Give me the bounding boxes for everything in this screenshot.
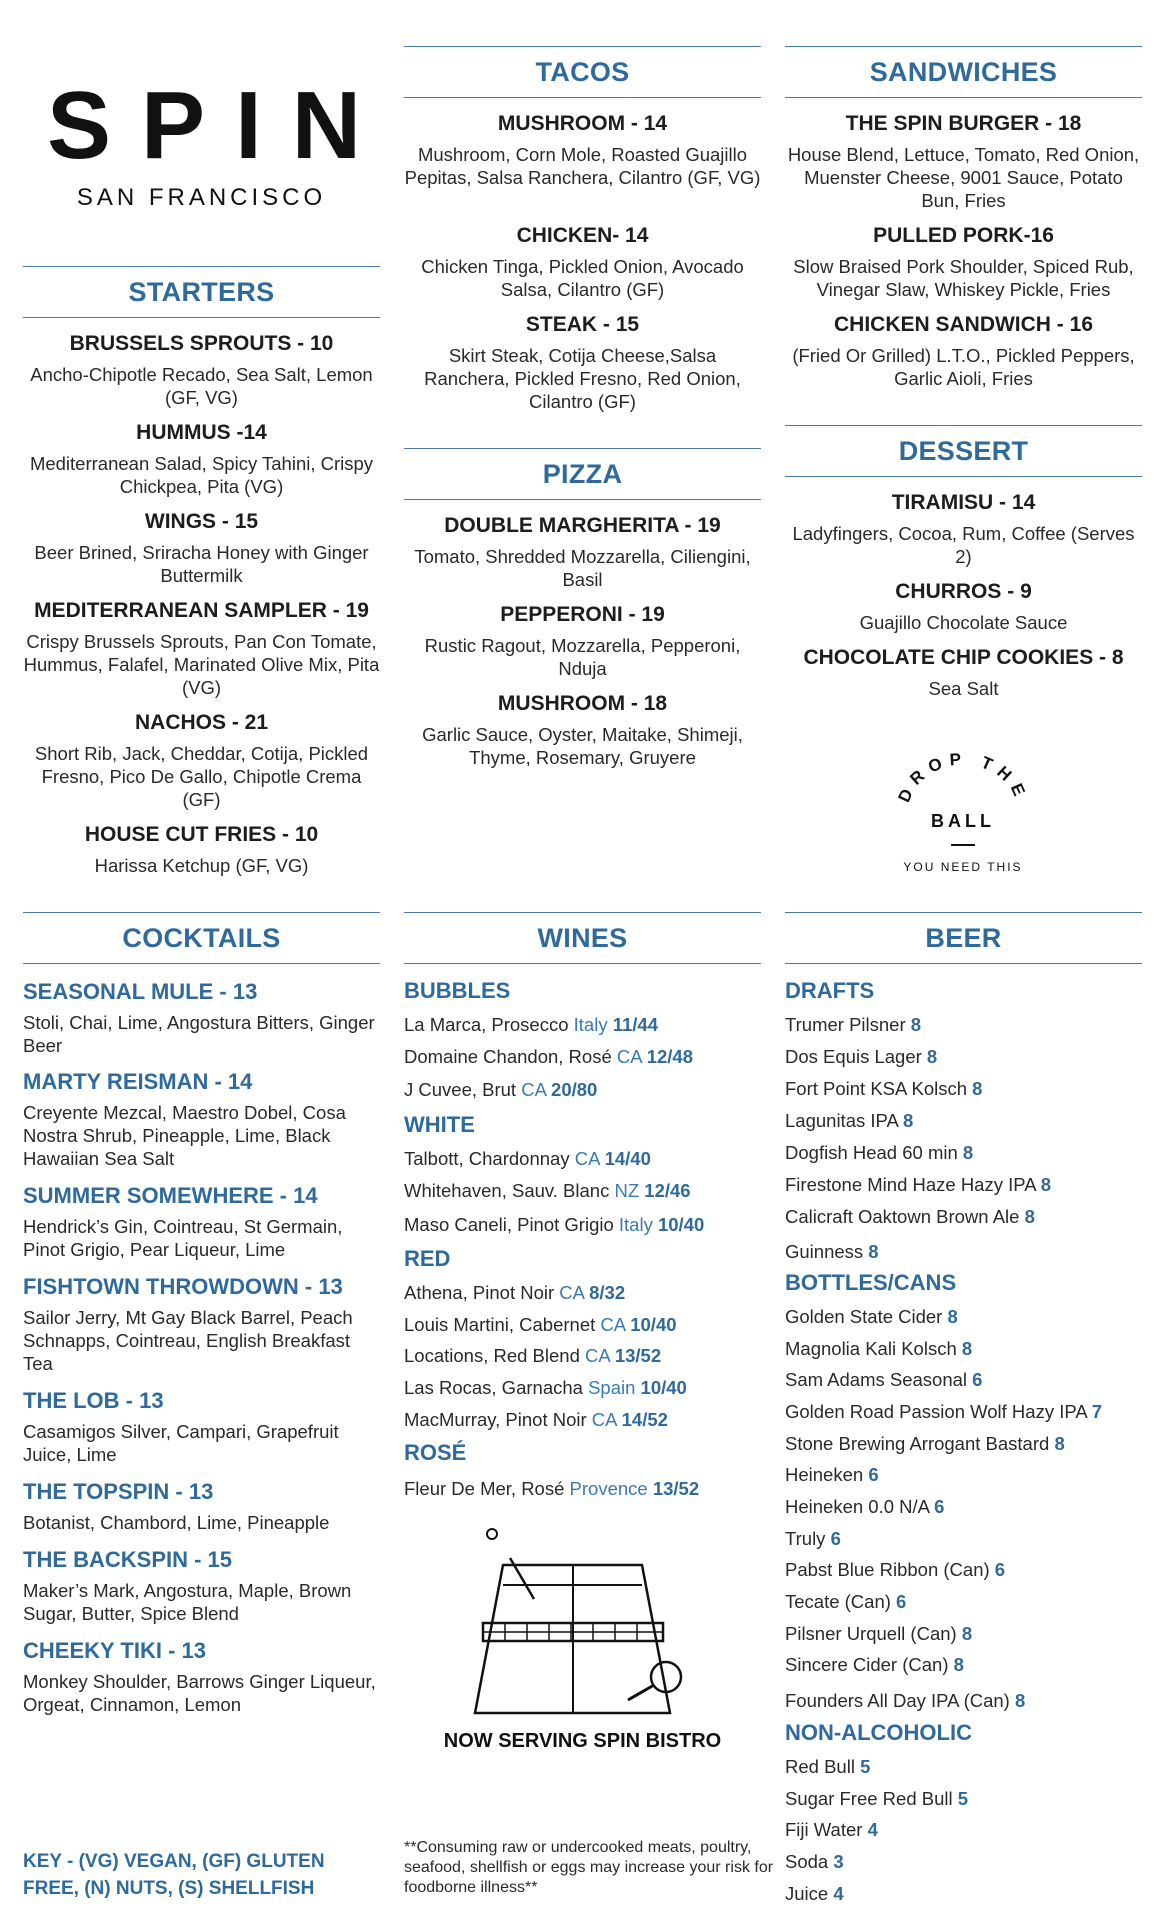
pizza-header: PIZZA bbox=[404, 448, 761, 500]
wine-row: Maso Caneli, Pinot Grigio Italy 10/40 bbox=[404, 1214, 705, 1235]
menu-item: CHICKEN- 14 Chicken Tinga, Pickled Onion, Avocado Salsa, Cilantro (GF) bbox=[421, 224, 744, 300]
cocktail-item: THE TOPSPIN - 13 Botanist, Chambord, Lime, Pineapple bbox=[23, 1479, 330, 1533]
beer-category-bottles: BOTTLES/CANS bbox=[785, 1270, 957, 1295]
wine-row: La Marca, Prosecco Italy 11/44 bbox=[404, 1014, 659, 1035]
beer-row: Sam Adams Seasonal 6 bbox=[785, 1369, 983, 1390]
wine-row: Locations, Red Blend CA 13/52 bbox=[404, 1345, 662, 1366]
beer-row: Heineken 0.0 N/A 6 bbox=[785, 1496, 945, 1517]
ping-pong-table-icon bbox=[470, 1525, 700, 1725]
beer-row: Calicraft Oaktown Brown Ale 8 bbox=[785, 1206, 1035, 1227]
bistro-banner: NOW SERVING SPIN BISTRO bbox=[443, 1730, 722, 1752]
beer-row: Tecate (Can) 6 bbox=[785, 1591, 907, 1612]
cocktail-item: MARTY REISMAN - 14 Creyente Mezcal, Maestro Dobel, Cosa Nostra Shrub, Pineapple, Lime, Black Hawaiian Sea Salt bbox=[23, 1069, 346, 1169]
beer-row: Founders All Day IPA (Can) 8 bbox=[785, 1690, 1026, 1711]
you-need-this: YOU NEED THIS bbox=[903, 860, 1023, 874]
beer-row: Fort Point KSA Kolsch 8 bbox=[785, 1078, 983, 1099]
ball-text: BALL bbox=[931, 811, 995, 831]
drop-the-arc-text bbox=[888, 752, 1038, 802]
spin-logo bbox=[23, 72, 392, 212]
wine-category-white: WHITE bbox=[404, 1112, 475, 1137]
menu-item: MEDITERRANEAN SAMPLER - 19 Crispy Brussels Sprouts, Pan Con Tomate, Hummus, Falafel, Marinated Olive Mix, Pita (VG) bbox=[23, 599, 380, 698]
beer-row: Golden State Cider 8 bbox=[785, 1306, 958, 1327]
menu-item: MUSHROOM - 18 Garlic Sauce, Oyster, Maitake, Shimeji, Thyme, Rosemary, Gruyere bbox=[422, 692, 743, 768]
cocktail-item: CHEEKY TIKI - 13 Monkey Shoulder, Barrows Ginger Liqueur, Orgeat, Cinnamon, Lemon bbox=[23, 1638, 376, 1715]
menu-item: STEAK - 15 Skirt Steak, Cotija Cheese,Salsa Ranchera, Pickled Fresno, Red Onion, Cilantro (GF) bbox=[424, 313, 741, 412]
sandwiches-header: SANDWICHES bbox=[785, 46, 1142, 98]
cocktails-header: COCKTAILS bbox=[23, 912, 380, 964]
wine-row: Athena, Pinot Noir CA 8/32 bbox=[404, 1282, 626, 1303]
cocktail-item: FISHTOWN THROWDOWN - 13 Sailor Jerry, Mt Gay Black Barrel, Peach Schnapps, Cointreau, English Breakfast Tea bbox=[23, 1274, 353, 1374]
wine-row: Las Rocas, Garnacha Spain 10/40 bbox=[404, 1377, 687, 1398]
menu-item: BRUSSELS SPROUTS - 10 Ancho-Chipotle Recado, Sea Salt, Lemon (GF, VG) bbox=[30, 332, 373, 408]
dessert-header: DESSERT bbox=[785, 425, 1142, 477]
beer-row: Red Bull 5 bbox=[785, 1756, 871, 1777]
beer-row: Truly 6 bbox=[785, 1528, 841, 1549]
wine-row: Louis Martini, Cabernet CA 10/40 bbox=[404, 1314, 677, 1335]
menu-item: WINGS - 15 Beer Brined, Sriracha Honey with Ginger Buttermilk bbox=[34, 510, 369, 586]
beer-row: Lagunitas IPA 8 bbox=[785, 1110, 914, 1131]
menu-item: NACHOS - 21 Short Rib, Jack, Cheddar, Cotija, Pickled Fresno, Pico De Gallo, Chipotle Crema (GF) bbox=[34, 711, 369, 810]
logo-city: SAN FRANCISCO bbox=[76, 184, 327, 211]
cocktail-item: THE BACKSPIN - 15 Maker’s Mark, Angostura, Maple, Brown Sugar, Butter, Spice Blend bbox=[23, 1547, 352, 1624]
dietary-key: KEY - (VG) VEGAN, (GF) GLUTEN FREE, (N) NUTS, (S) SHELLFISH bbox=[23, 1851, 325, 1899]
menu-item: CHOCOLATE CHIP COOKIES - 8 Sea Salt bbox=[803, 646, 1124, 699]
beer-row: Sugar Free Red Bull 5 bbox=[785, 1788, 969, 1809]
cocktail-item: THE LOB - 13 Casamigos Silver, Campari, Grapefruit Juice, Lime bbox=[23, 1388, 339, 1465]
menu-item: CHICKEN SANDWICH - 16 (Fried Or Grilled) L.T.O., Pickled Peppers, Garlic Aioli, Fries bbox=[792, 313, 1135, 389]
beer-row: Heineken 6 bbox=[785, 1464, 879, 1485]
wines-header: WINES bbox=[404, 912, 761, 964]
wine-row: J Cuvee, Brut CA 20/80 bbox=[404, 1079, 598, 1100]
beer-row: Fiji Water 4 bbox=[785, 1819, 878, 1840]
beer-row: Stone Brewing Arrogant Bastard 8 bbox=[785, 1433, 1065, 1454]
beer-header: BEER bbox=[785, 912, 1142, 964]
beer-row: Pabst Blue Ribbon (Can) 6 bbox=[785, 1559, 1006, 1580]
menu-item: HOUSE CUT FRIES - 10 Harissa Ketchup (GF, VG) bbox=[84, 823, 319, 876]
beer-row: Dogfish Head 60 min 8 bbox=[785, 1142, 974, 1163]
menu-item: PEPPERONI - 19 Rustic Ragout, Mozzarella, Pepperoni, Nduja bbox=[424, 603, 741, 679]
beer-row: Trumer Pilsner 8 bbox=[785, 1014, 922, 1035]
cocktail-item: SEASONAL MULE - 13 Stoli, Chai, Lime, Angostura Bitters, Ginger Beer bbox=[23, 979, 375, 1056]
food-safety-disclaimer: **Consuming raw or undercooked meats, poultry, seafood, shellfish or eggs may increase your risk for foodborne illness** bbox=[404, 1839, 774, 1896]
starters-header: STARTERS bbox=[23, 266, 380, 318]
beer-row: Magnolia Kali Kolsch 8 bbox=[785, 1338, 973, 1359]
wine-row: Fleur De Mer, Rosé Provence 13/52 bbox=[404, 1478, 700, 1499]
menu-item: HUMMUS -14 Mediterranean Salad, Spicy Tahini, Crispy Chickpea, Pita (VG) bbox=[29, 421, 374, 497]
menu-item: CHURROS - 9 Guajillo Chocolate Sauce bbox=[859, 580, 1068, 633]
menu-item: PULLED PORK-16 Slow Braised Pork Shoulder, Spiced Rub, Vinegar Slaw, Whiskey Pickle, Fries bbox=[793, 224, 1134, 300]
menu-item: MUSHROOM - 14 Mushroom, Corn Mole, Roasted Guajillo Pepitas, Salsa Ranchera, Cilantro (GF, VG) bbox=[404, 112, 761, 188]
wine-row: Domaine Chandon, Rosé CA 12/48 bbox=[404, 1046, 694, 1067]
beer-row: Firestone Mind Haze Hazy IPA 8 bbox=[785, 1174, 1051, 1195]
beer-row: Sincere Cider (Can) 8 bbox=[785, 1654, 964, 1675]
menu-item: DOUBLE MARGHERITA - 19 Tomato, Shredded Mozzarella, Ciliengini, Basil bbox=[414, 514, 751, 590]
wine-category-bubbles: BUBBLES bbox=[404, 978, 511, 1003]
drop-the-ball-badge bbox=[888, 752, 1038, 874]
menu-item: TIRAMISU - 14 Ladyfingers, Cocoa, Rum, Coffee (Serves 2) bbox=[792, 491, 1135, 567]
wine-row: MacMurray, Pinot Noir CA 14/52 bbox=[404, 1409, 668, 1430]
wine-category-red: RED bbox=[404, 1246, 451, 1271]
beer-row: Dos Equis Lager 8 bbox=[785, 1046, 938, 1067]
svg-text:DROP THE: DROP THE bbox=[894, 752, 1032, 802]
beer-row: Soda 3 bbox=[785, 1851, 844, 1872]
wine-category-rose: ROSÉ bbox=[404, 1440, 467, 1465]
divider bbox=[951, 844, 975, 846]
tacos-header: TACOS bbox=[404, 46, 761, 98]
logo-wordmark: SPIN bbox=[47, 72, 392, 179]
cocktail-item: SUMMER SOMEWHERE - 14 Hendrick’s Gin, Cointreau, St Germain, Pinot Grigio, Pear Liqueur, Lime bbox=[23, 1183, 343, 1260]
wine-row: Talbott, Chardonnay CA 14/40 bbox=[404, 1148, 651, 1169]
menu-item: THE SPIN BURGER - 18 House Blend, Lettuce, Tomato, Red Onion, Muenster Cheese, 9001 Sauce, Potato Bun, Fries bbox=[787, 112, 1140, 211]
beer-row: Golden Road Passion Wolf Hazy IPA 7 bbox=[785, 1401, 1103, 1422]
beer-category-drafts: DRAFTS bbox=[785, 978, 875, 1003]
beer-row: Guinness 8 bbox=[785, 1241, 879, 1262]
beer-row: Pilsner Urquell (Can) 8 bbox=[785, 1623, 973, 1644]
beer-row: Juice 4 bbox=[785, 1883, 844, 1904]
beer-category-nonalc: NON-ALCOHOLIC bbox=[785, 1720, 972, 1745]
wine-row: Whitehaven, Sauv. Blanc NZ 12/46 bbox=[404, 1180, 691, 1201]
